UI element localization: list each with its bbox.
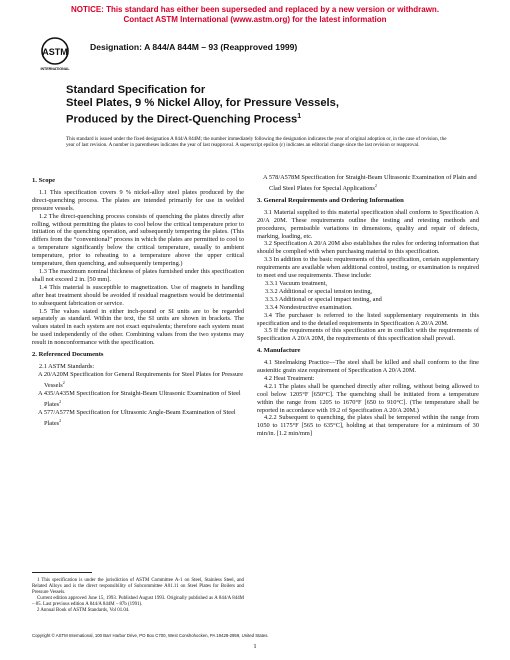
footnote-1-edition: Current edition approved June 15, 1993. Published August 1993. Originally published as A 844/A 844M – 85. Last previous edition A 844/A 844M – 87b (1991).: [32, 596, 244, 607]
section-heading-scope: 1. Scope: [32, 177, 56, 184]
para-4-2-1: 4.2.1 The plates shall be quenched directly after rolling, without being allowed to cool below 1205°F [650°C]. The quenching shall be initiated from a temperature within the range from 1205 to 1670°F [650 to 910°C]. (The temperature shall be reported in accordance with 19.2 of Specification A 20/A 20M.): [257, 382, 479, 414]
left-column: [32, 173, 244, 428]
title-line-3: Produced by the Direct-Quenching Process$^1$: [66, 113, 302, 126]
document-title: [66, 84, 339, 127]
para-3-3: 3.3 In addition to the basic requirements of this specification, certain supplementary requirements are available when additional control, testing, or examination is required to meet end use requirements. These include:: [257, 256, 479, 280]
footnote-divider: [32, 572, 92, 573]
para-3-5: 3.5 If the requirements of this specification are in conflict with the requirements of Specification A 20/A 20M, the requirements of this specification shall prevail.: [257, 327, 479, 343]
para-1-2: 1.2 The direct-quenching process consists of quenching the plates directly after rolling, without permitting the plates to cool below the critical temperature prior to initiation of the quenching operation, and subsequently tempering the plates. (This differs from the “conventional” process in which the plates are permitted to cool to a temperature significantly below the critical temperature, usually to ambient temperature, prior to reheating to a temperature above the upper critical temperature, then quenching, and subsequently tempering.): [32, 212, 244, 268]
para-3-1: 3.1 Material supplied to this material specification shall conform to Specification A 20/A 20M. These requirements outline the testing and retesting methods and procedures, permissible variations in dimensions, quality and repair of defects, marking, loading, etc.: [257, 208, 479, 240]
para-2-1: 2.1 ASTM Standards:: [39, 362, 95, 370]
list-item: 3.3.1 Vacuum treatment,: [265, 279, 328, 287]
notice-line-1: NOTICE: This standard has either been superseded and replaced by a new version or withdrawn.: [70, 5, 440, 14]
designation-intro: This standard is issued under the fixed designation A 844/A 844M; the number immediately following the designation indicates the year of original adoption or, in the case of revision, the year of last revision. A number in parentheses indicates the year of last reapproval. A superscript epsilon (ε) indicates an editorial change since the last revision or reapproval.: [66, 136, 447, 149]
para-1-3: 1.3 The maximum nominal thickness of plates furnished under this specification shall not exceed 2 in. [50 mm].: [32, 267, 244, 283]
page-number: 1: [253, 643, 257, 650]
list-item: 3.3.3 Additional or special impact testing, and: [265, 295, 382, 303]
reference-item: A 435/A435M Specification for Straight-Beam Ultrasonic Examination of Steel Plates$^2$: [38, 389, 241, 408]
supersession-notice: [0, 5, 510, 25]
copyright-line: Copyright © ASTM International, 100 Barr Harbor Drive, PO Box C700, West Conshohocken, PA 19428-2959, United States.: [32, 633, 269, 638]
title-line-1: Standard Specification for: [66, 84, 206, 96]
para-1-1: 1.1 This specification covers 9 % nickel-alloy steel plates produced by the direct-quenching process. The plates are intended primarily for use in welded pressure vessels.: [32, 188, 244, 212]
section-heading-referenced-documents: 2. Referenced Documents: [32, 351, 104, 359]
list-item: 3.3.4 Nondestructive examination.: [265, 303, 353, 311]
reference-item: A 20/A20M Specification for General Requirements for Steel Plates for Pressure Vessels$^2$: [38, 370, 244, 389]
footnote-1: 1 This specification is under the jurisdiction of ASTM Committee A-1 on Steel, Stainless Steel, and Related Alloys and is the direct responsibility of Subcommittee A01.11 on Steel Plates for Boilers and Pressure Vessels.: [32, 578, 244, 595]
para-3-4: 3.4 The purchaser is referred to the listed supplementary requirements in this specification and to the detailed requirements in Specification A 20/A 20M.: [257, 311, 479, 327]
para-1-5: 1.5 The values stated in either inch-pound or SI units are to be regarded separately as standard. Within the text, the SI units are shown in brackets. The values stated in each system are not exact equivalents; therefore each system must be used independently of the other. Combining values from the two systems may result in nonconformance with the specification.: [32, 307, 244, 347]
reference-item: A 577/A577M Specification for Ultrasonic Angle-Beam Examination of Steel Plates$^2$: [38, 408, 236, 427]
section-heading-manufacture: 4. Manufacture: [257, 347, 301, 355]
svg-text:ASTM: ASTM: [42, 47, 68, 57]
para-1-4: 1.4 This material is susceptible to magnetization. Use of magnets in handling after heat treatment should be avoided if residual magnetism would be detrimental to subsequent fabrication or service.: [32, 283, 244, 307]
para-3-2: 3.2 Specification A 20/A 20M also establishes the rules for ordering information that should be complied with when purchasing material to this specification.: [257, 240, 479, 256]
footnotes: [32, 578, 244, 614]
section-heading-general-requirements: 3. General Requirements and Ordering Information: [257, 196, 404, 204]
para-4-2-2: 4.2.2 Subsequent to quenching, the plates shall be tempered within the range from 1050 to 1175°F [565 to 635°C], holding at that temperature for a minimum of 30 min/in. [1.2 min/mm]: [257, 414, 479, 438]
astm-logo: [40, 36, 70, 72]
footnote-2: 2 Annual Book of ASTM Standards, Vol 01.04.: [37, 608, 130, 613]
designation: Designation: A 844/A 844M – 93 (Reapproved 1999): [90, 42, 298, 52]
title-line-2: Steel Plates, 9 % Nickel Alloy, for Pressure Vessels,: [66, 97, 339, 109]
title-footnote-mark: 1: [297, 113, 302, 120]
right-column: [257, 174, 479, 438]
para-4-1: 4.1 Steelmaking Practice—The steel shall be killed and shall conform to the fine austenitic grain size requirement of Specification A 20/A 20M.: [257, 359, 479, 375]
reference-item: A 578/A578M Specification for Straight-Beam Ultrasonic Examination of Plain and Clad Steel Plates for Special Applications$^2$: [263, 174, 477, 193]
list-item: 3.3.2 Additional or special tension testing,: [265, 287, 373, 295]
notice-line-2: Contact ASTM International (www.astm.org) for the latest information: [123, 15, 387, 24]
para-4-2: 4.2 Heat Treatment:: [264, 374, 315, 382]
svg-text:INTERNATIONAL: INTERNATIONAL: [40, 67, 70, 71]
